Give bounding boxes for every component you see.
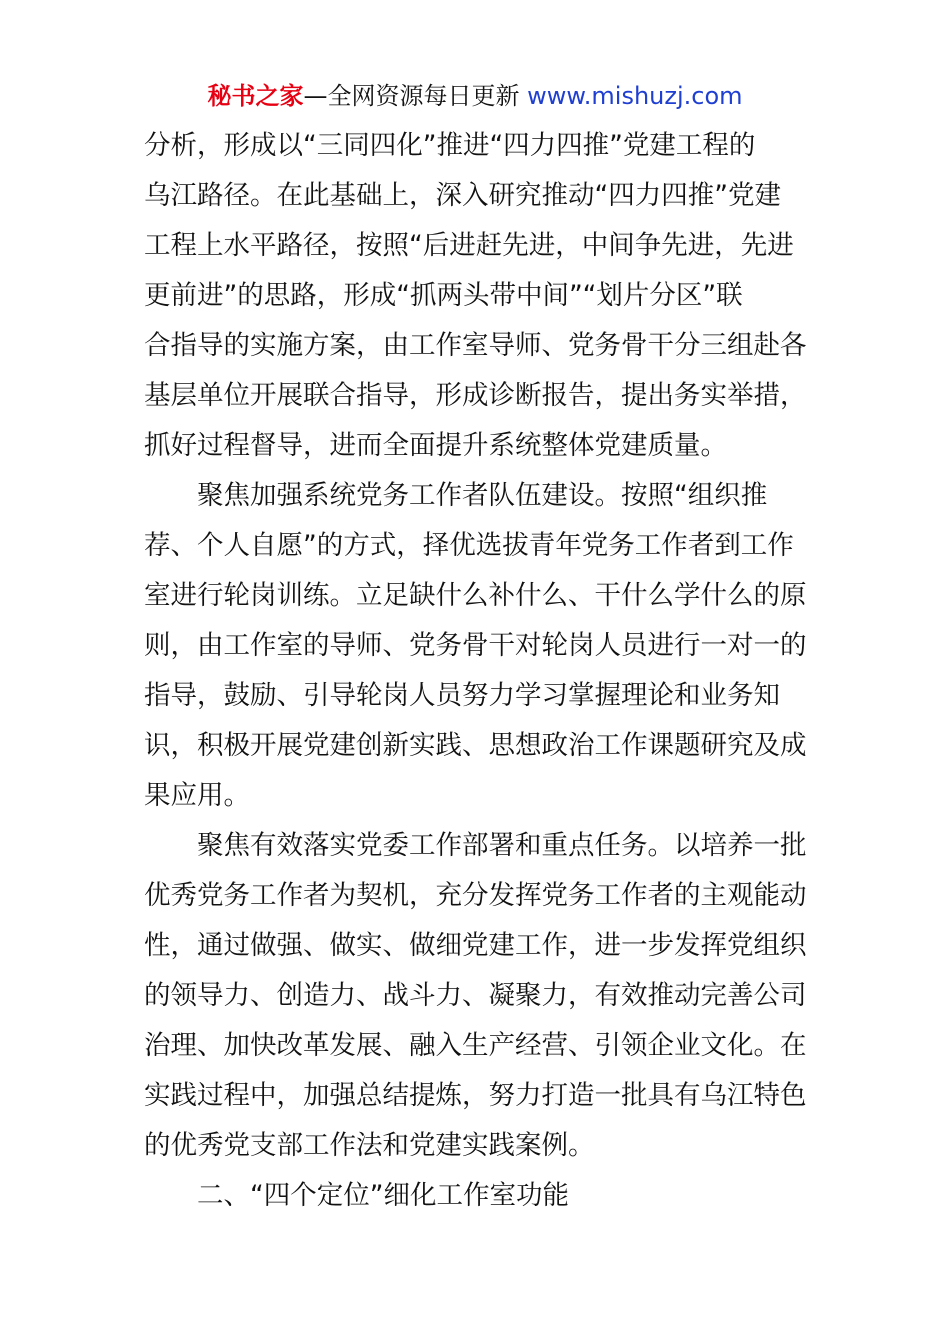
text-line: 工程上水平路径，按照“后进赶先进，中间争先进，先进 <box>144 230 794 261</box>
text-line: 更前进”的思路，形成“抓两头带中间”“划片分区”联 <box>144 280 743 311</box>
text-line: 则，由工作室的导师、党务骨干对轮岗人员进行一对一的 <box>144 630 807 661</box>
text-line: 分析，形成以“三同四化”推进“四力四推”党建工程的 <box>144 130 756 161</box>
text-line: 的优秀党支部工作法和党建实践案例。 <box>144 1130 595 1161</box>
paragraph <box>144 821 808 1171</box>
document-body <box>144 121 808 1221</box>
paragraph <box>144 121 808 471</box>
text-line: 室进行轮岗训练。立足缺什么补什么、干什么学什么的原 <box>144 580 807 611</box>
text-line: 荐、个人自愿”的方式，择优选拔青年党务工作者到工作 <box>144 530 794 561</box>
section-heading <box>144 1171 808 1221</box>
text-line: 乌江路径。在此基础上，深入研究推动“四力四推”党建 <box>144 180 781 211</box>
brand-name: 秘书之家 <box>207 82 304 110</box>
text-line: 的领导力、创造力、战斗力、凝聚力，有效推动完善公司 <box>144 980 807 1011</box>
text-line: 优秀党务工作者为契机，充分发挥党务工作者的主观能动 <box>144 880 807 911</box>
paragraph <box>144 471 808 821</box>
text-line: 果应用。 <box>144 780 250 811</box>
text-line: 基层单位开展联合指导，形成诊断报告，提出务实举措， <box>144 380 807 411</box>
text-line: 抓好过程督导，进而全面提升系统整体党建质量。 <box>144 430 727 461</box>
text-line: 实践过程中，加强总结提炼，努力打造一批具有乌江特色 <box>144 1080 807 1111</box>
text-line: 聚焦有效落实党委工作部署和重点任务。以培养一批 <box>197 830 807 861</box>
text-line: 性，通过做强、做实、做细党建工作，进一步发挥党组织 <box>144 930 807 961</box>
text-line: 识，积极开展党建创新实践、思想政治工作课题研究及成 <box>144 730 807 761</box>
text-line: 治理、加快改革发展、融入生产经营、引领企业文化。在 <box>144 1030 807 1061</box>
site-url: www.mishuzj.com <box>527 82 743 110</box>
text-line: 聚焦加强系统党务工作者队伍建设。按照“组织推 <box>197 480 768 511</box>
text-line: 二、“四个定位”细化工作室功能 <box>197 1180 569 1211</box>
text-line: 合指导的实施方案，由工作室导师、党务骨干分三组赴各 <box>144 330 807 361</box>
site-header <box>0 80 950 112</box>
header-tagline: —全网资源每日更新 <box>303 82 520 110</box>
text-line: 指导，鼓励、引导轮岗人员努力学习掌握理论和业务知 <box>144 680 780 711</box>
